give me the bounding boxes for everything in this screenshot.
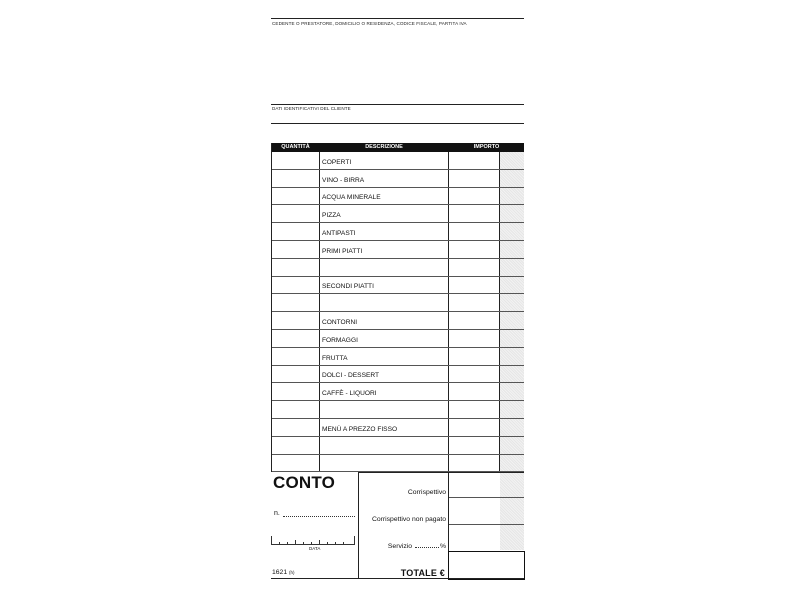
row-description: ACQUA MINERALE	[322, 194, 381, 202]
row-description: PRIMI PIATTI	[322, 247, 363, 255]
table-row[interactable]	[272, 188, 524, 206]
table-header	[272, 143, 524, 152]
table-row[interactable]	[272, 223, 524, 241]
row-description: MENÙ A PREZZO FISSO	[322, 425, 398, 433]
table-row[interactable]	[272, 170, 524, 188]
receipt-footer	[271, 472, 524, 579]
issuer-caption: CEDENTE O PRESTATORE, DOMICILIO O RESIDENZA, CODICE FISCALE, PARTITA IVA	[272, 21, 467, 26]
corrispettivo-non-pagato-label: Corrispettivo non pagato	[371, 516, 446, 523]
issuer-line	[271, 18, 524, 19]
form-code: 1621 (h)	[272, 569, 295, 576]
table-row[interactable]	[272, 419, 524, 437]
client-line-2	[271, 123, 524, 124]
corrispettivo-label: Corrispettivo	[407, 489, 446, 496]
number-field[interactable]	[283, 516, 355, 517]
date-field[interactable]	[271, 536, 355, 549]
totale-field[interactable]	[448, 551, 525, 580]
column-quantity: QUANTITÀ	[281, 144, 310, 150]
servizio-percent-field[interactable]	[415, 547, 439, 548]
table-row[interactable]	[272, 259, 524, 277]
client-caption: DATI IDENTIFICATIVI DEL CLIENTE	[272, 106, 351, 111]
row-description: ANTIPASTI	[322, 229, 356, 237]
table-row[interactable]	[272, 152, 524, 170]
table-row[interactable]	[272, 366, 524, 384]
items-table	[271, 143, 524, 472]
row-description: VINO - BIRRA	[322, 176, 365, 184]
receipt-title: CONTO	[273, 473, 336, 492]
table-row[interactable]	[272, 348, 524, 366]
row-description: FRUTTA	[322, 354, 348, 362]
row-description: CAFFÈ - LIQUORI	[322, 390, 377, 398]
number-label: n.	[274, 510, 280, 517]
row-description: SECONDI PIATTI	[322, 283, 374, 291]
table-row[interactable]	[272, 312, 524, 330]
table-row[interactable]	[272, 383, 524, 401]
table-row[interactable]	[272, 455, 524, 473]
totale-label: TOTALE €	[400, 568, 445, 578]
table-rows	[272, 152, 524, 472]
row-description: DOLCI - DESSERT	[322, 372, 380, 380]
row-description: COPERTI	[322, 158, 352, 166]
row-description: PIZZA	[322, 212, 341, 220]
table-row[interactable]	[272, 205, 524, 223]
totals-box	[358, 472, 524, 579]
table-row[interactable]	[272, 330, 524, 348]
table-row[interactable]	[272, 437, 524, 455]
totals-cents-shading	[500, 473, 524, 550]
column-amount: IMPORTO	[473, 144, 500, 150]
date-label: DATA	[309, 546, 321, 551]
table-row[interactable]	[272, 401, 524, 419]
client-line	[271, 104, 524, 105]
row-description: CONTORNI	[322, 318, 358, 326]
column-description: DESCRIZIONE	[365, 144, 403, 150]
row-description: FORMAGGI	[322, 336, 358, 344]
table-row[interactable]	[272, 241, 524, 259]
table-row[interactable]	[272, 294, 524, 312]
table-row[interactable]	[272, 277, 524, 295]
servizio-label: Servizio %	[387, 543, 446, 550]
